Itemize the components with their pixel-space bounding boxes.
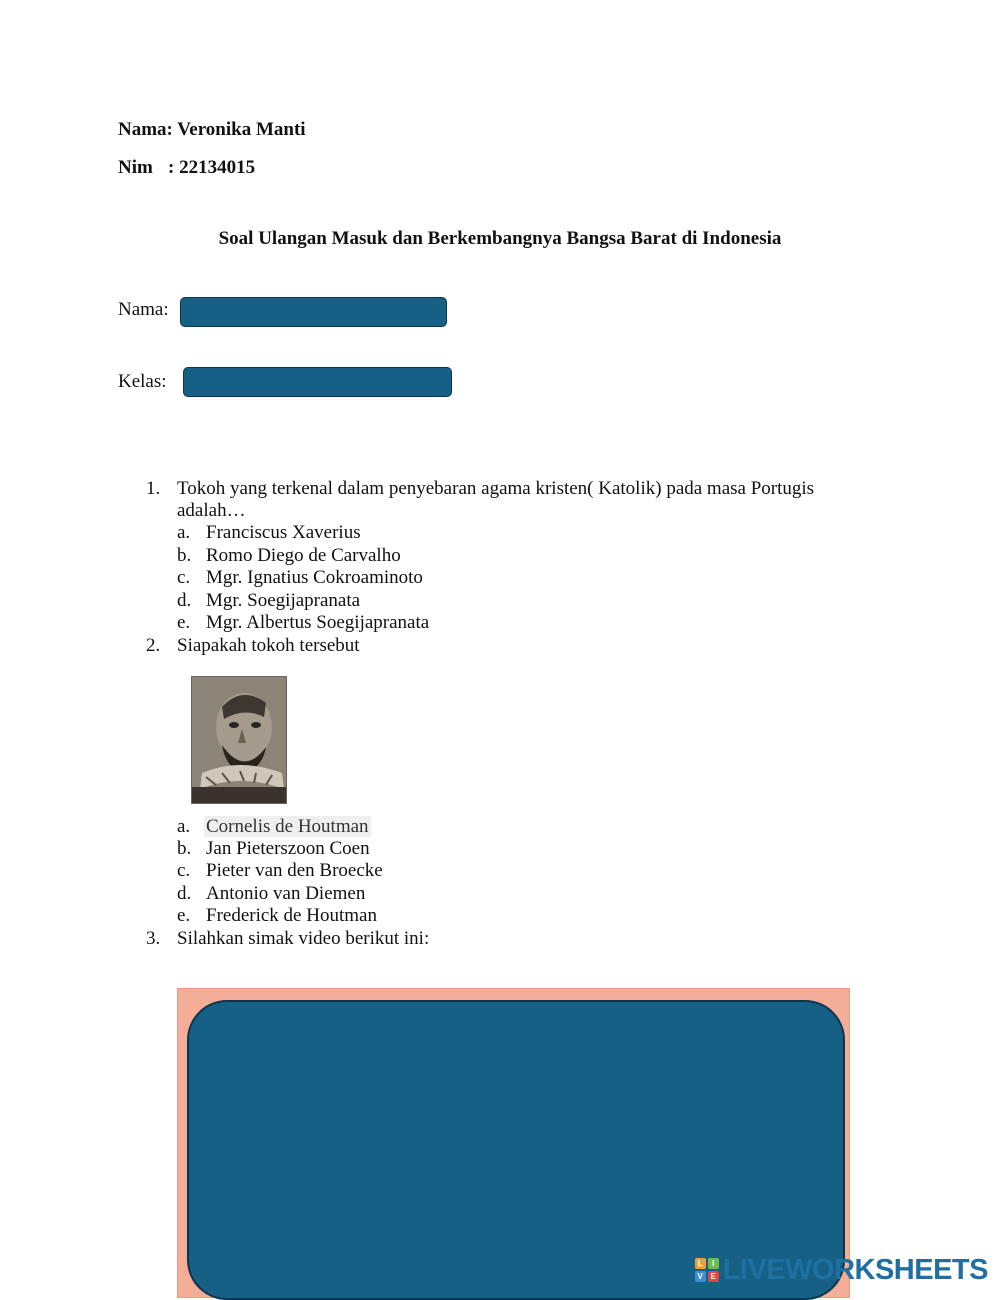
kelas-input[interactable] — [183, 367, 452, 397]
q1-option-b[interactable]: Romo Diego de Carvalho — [206, 545, 401, 566]
q1-option-e[interactable]: Mgr. Albertus Soegijapranata — [206, 612, 430, 633]
q1-option-e-letter: e. — [177, 612, 191, 633]
student-nim-value: : 22134015 — [168, 157, 256, 178]
q1-option-d-letter: d. — [177, 590, 192, 611]
q2-option-b[interactable]: Jan Pieterszoon Coen — [206, 838, 370, 859]
q2-option-e[interactable]: Frederick de Houtman — [206, 905, 377, 926]
q2-option-c[interactable]: Pieter van den Broecke — [206, 860, 383, 881]
nama-label: Nama: — [118, 299, 169, 320]
liveworksheets-logo — [695, 1252, 988, 1288]
q1-option-a-letter: a. — [177, 522, 191, 543]
q2-option-a[interactable] — [206, 816, 371, 838]
question-2-text: Siapakah tokoh tersebut — [177, 635, 360, 656]
logo-grid-icon — [695, 1258, 719, 1282]
q2-option-a-text[interactable]: Cornelis de Houtman — [206, 816, 369, 837]
question-3-number: 3. — [146, 928, 161, 949]
logo-letter-l: L — [695, 1258, 706, 1269]
q2-option-c-letter: c. — [177, 860, 191, 881]
nama-input[interactable] — [180, 297, 447, 327]
question-1-text: Tokoh yang terkenal dalam penyebaran agama kristen( Katolik) pada masa Portugis adalah… — [177, 478, 815, 521]
q2-option-d-letter: d. — [177, 883, 192, 904]
question-1-number: 1. — [146, 478, 161, 499]
logo-letter-v: V — [695, 1271, 706, 1282]
q2-option-a-letter: a. — [177, 816, 191, 837]
worksheet-title: Soal Ulangan Masuk dan Berkembangnya Bangsa Barat di Indonesia — [218, 228, 782, 249]
logo-letter-e: E — [708, 1271, 719, 1282]
student-nim-label: Nim — [118, 157, 153, 178]
q2-option-b-letter: b. — [177, 838, 192, 859]
question-3-text: Silahkan simak video berikut ini: — [177, 928, 430, 949]
question-2-number: 2. — [146, 635, 161, 656]
q1-option-a[interactable]: Franciscus Xaverius — [206, 522, 361, 543]
q1-option-c-letter: c. — [177, 567, 191, 588]
brand-text: LIVEWORKSHEETS — [722, 1253, 988, 1286]
q1-option-b-letter: b. — [177, 545, 192, 566]
q2-option-d[interactable]: Antonio van Diemen — [206, 883, 366, 904]
portrait-engraving — [192, 677, 287, 804]
portrait-image — [191, 676, 287, 804]
student-name: Nama: Veronika Manti — [118, 119, 306, 140]
q2-option-e-letter: e. — [177, 905, 191, 926]
logo-letter-i: I — [708, 1258, 719, 1269]
q1-option-c[interactable]: Mgr. Ignatius Cokroaminoto — [206, 567, 423, 588]
kelas-label: Kelas: — [118, 371, 167, 392]
q1-option-d[interactable]: Mgr. Soegijapranata — [206, 590, 361, 611]
